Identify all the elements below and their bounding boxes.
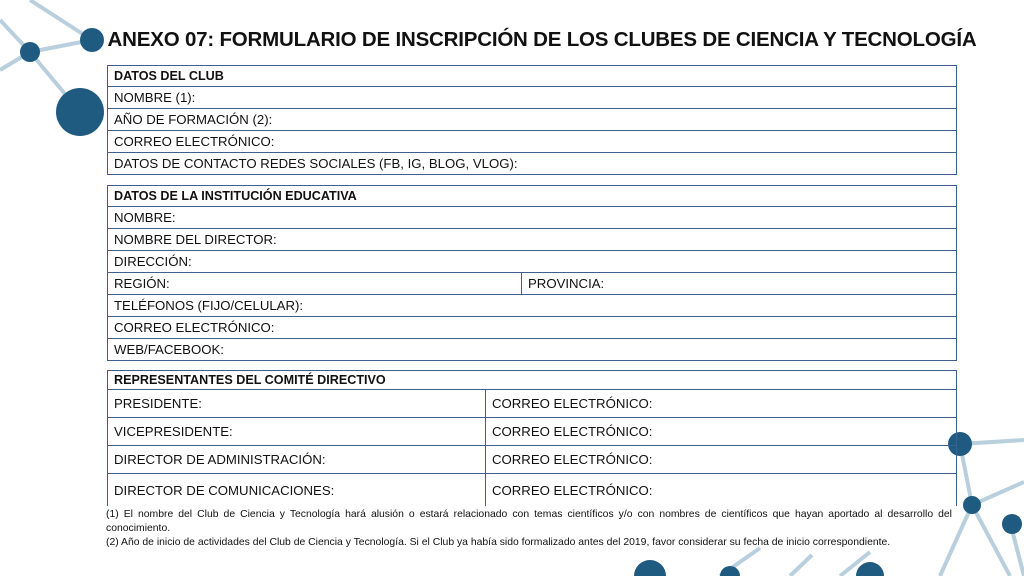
committee-section — [107, 370, 957, 506]
club-email-field[interactable]: CORREO ELECTRÓNICO: — [108, 131, 956, 153]
president-email-field[interactable] — [486, 390, 652, 417]
comms-director-field[interactable] — [108, 474, 486, 506]
club-header: DATOS DEL CLUB — [108, 66, 956, 87]
vicepresident-field[interactable] — [108, 418, 486, 445]
region-province-row — [108, 273, 956, 295]
committee-row — [108, 418, 956, 446]
institution-name-field[interactable]: NOMBRE: — [108, 207, 956, 229]
vicepresident-email-label: CORREO ELECTRÓNICO: — [492, 424, 653, 439]
club-year-field[interactable]: AÑO DE FORMACIÓN (2): — [108, 109, 956, 131]
committee-row — [108, 390, 956, 418]
admin-director-label: DIRECTOR DE ADMINISTRACIÓN: — [114, 452, 326, 467]
region-label: REGIÓN: — [114, 276, 170, 291]
province-label: PROVINCIA: — [528, 276, 605, 291]
institution-header: DATOS DE LA INSTITUCIÓN EDUCATIVA — [108, 186, 956, 207]
comms-director-label: DIRECTOR DE COMUNICACIONES: — [114, 482, 335, 498]
president-email-label: CORREO ELECTRÓNICO: — [492, 396, 653, 411]
club-table — [107, 65, 957, 175]
footnote-1: (1) El nombre del Club de Ciencia y Tecnología hará alusión o estará relacionado con temas científicos y/o con nombres de científicos que hayan aportado al desarrollo del conocimiento. — [106, 509, 952, 534]
institution-address-field[interactable]: DIRECCIÓN: — [108, 251, 956, 273]
president-label: PRESIDENTE: — [114, 396, 202, 411]
comms-director-email-field[interactable] — [486, 474, 652, 506]
committee-row — [108, 474, 956, 506]
admin-director-field[interactable] — [108, 446, 486, 473]
president-field[interactable] — [108, 390, 486, 417]
institution-section — [107, 185, 957, 361]
club-name-field[interactable]: NOMBRE (1): — [108, 87, 956, 109]
admin-director-email-field[interactable] — [486, 446, 652, 473]
institution-director-field[interactable]: NOMBRE DEL DIRECTOR: — [108, 229, 956, 251]
club-social-field[interactable]: DATOS DE CONTACTO REDES SOCIALES (FB, IG, BLOG, VLOG): — [108, 153, 956, 175]
vicepresident-email-field[interactable] — [486, 418, 652, 445]
vicepresident-label: VICEPRESIDENTE: — [114, 424, 233, 439]
region-field[interactable] — [108, 273, 522, 294]
institution-email-field[interactable]: CORREO ELECTRÓNICO: — [108, 317, 956, 339]
club-section — [107, 65, 957, 175]
institution-web-field[interactable]: WEB/FACEBOOK: — [108, 339, 956, 361]
committee-table — [107, 370, 957, 506]
page-title: ANEXO 07: FORMULARIO DE INSCRIPCIÓN DE LOS CLUBES DE CIENCIA Y TECNOLOGÍA — [107, 28, 977, 51]
institution-phones-field[interactable]: TELÉFONOS (FIJO/CELULAR): — [108, 295, 956, 317]
footnotes — [106, 508, 952, 550]
comms-director-email-label: CORREO ELECTRÓNICO: — [492, 482, 653, 498]
committee-row — [108, 446, 956, 474]
committee-header: REPRESENTANTES DEL COMITÉ DIRECTIVO — [108, 371, 956, 390]
institution-table — [107, 185, 957, 361]
admin-director-email-label: CORREO ELECTRÓNICO: — [492, 452, 653, 467]
footnote-2: (2) Año de inicio de actividades del Club de Ciencia y Tecnología. Si el Club ya había sido formalizado antes del 2019, favor considerar su fecha de inicio correspondiente. — [106, 537, 891, 548]
province-field[interactable] — [522, 273, 604, 294]
